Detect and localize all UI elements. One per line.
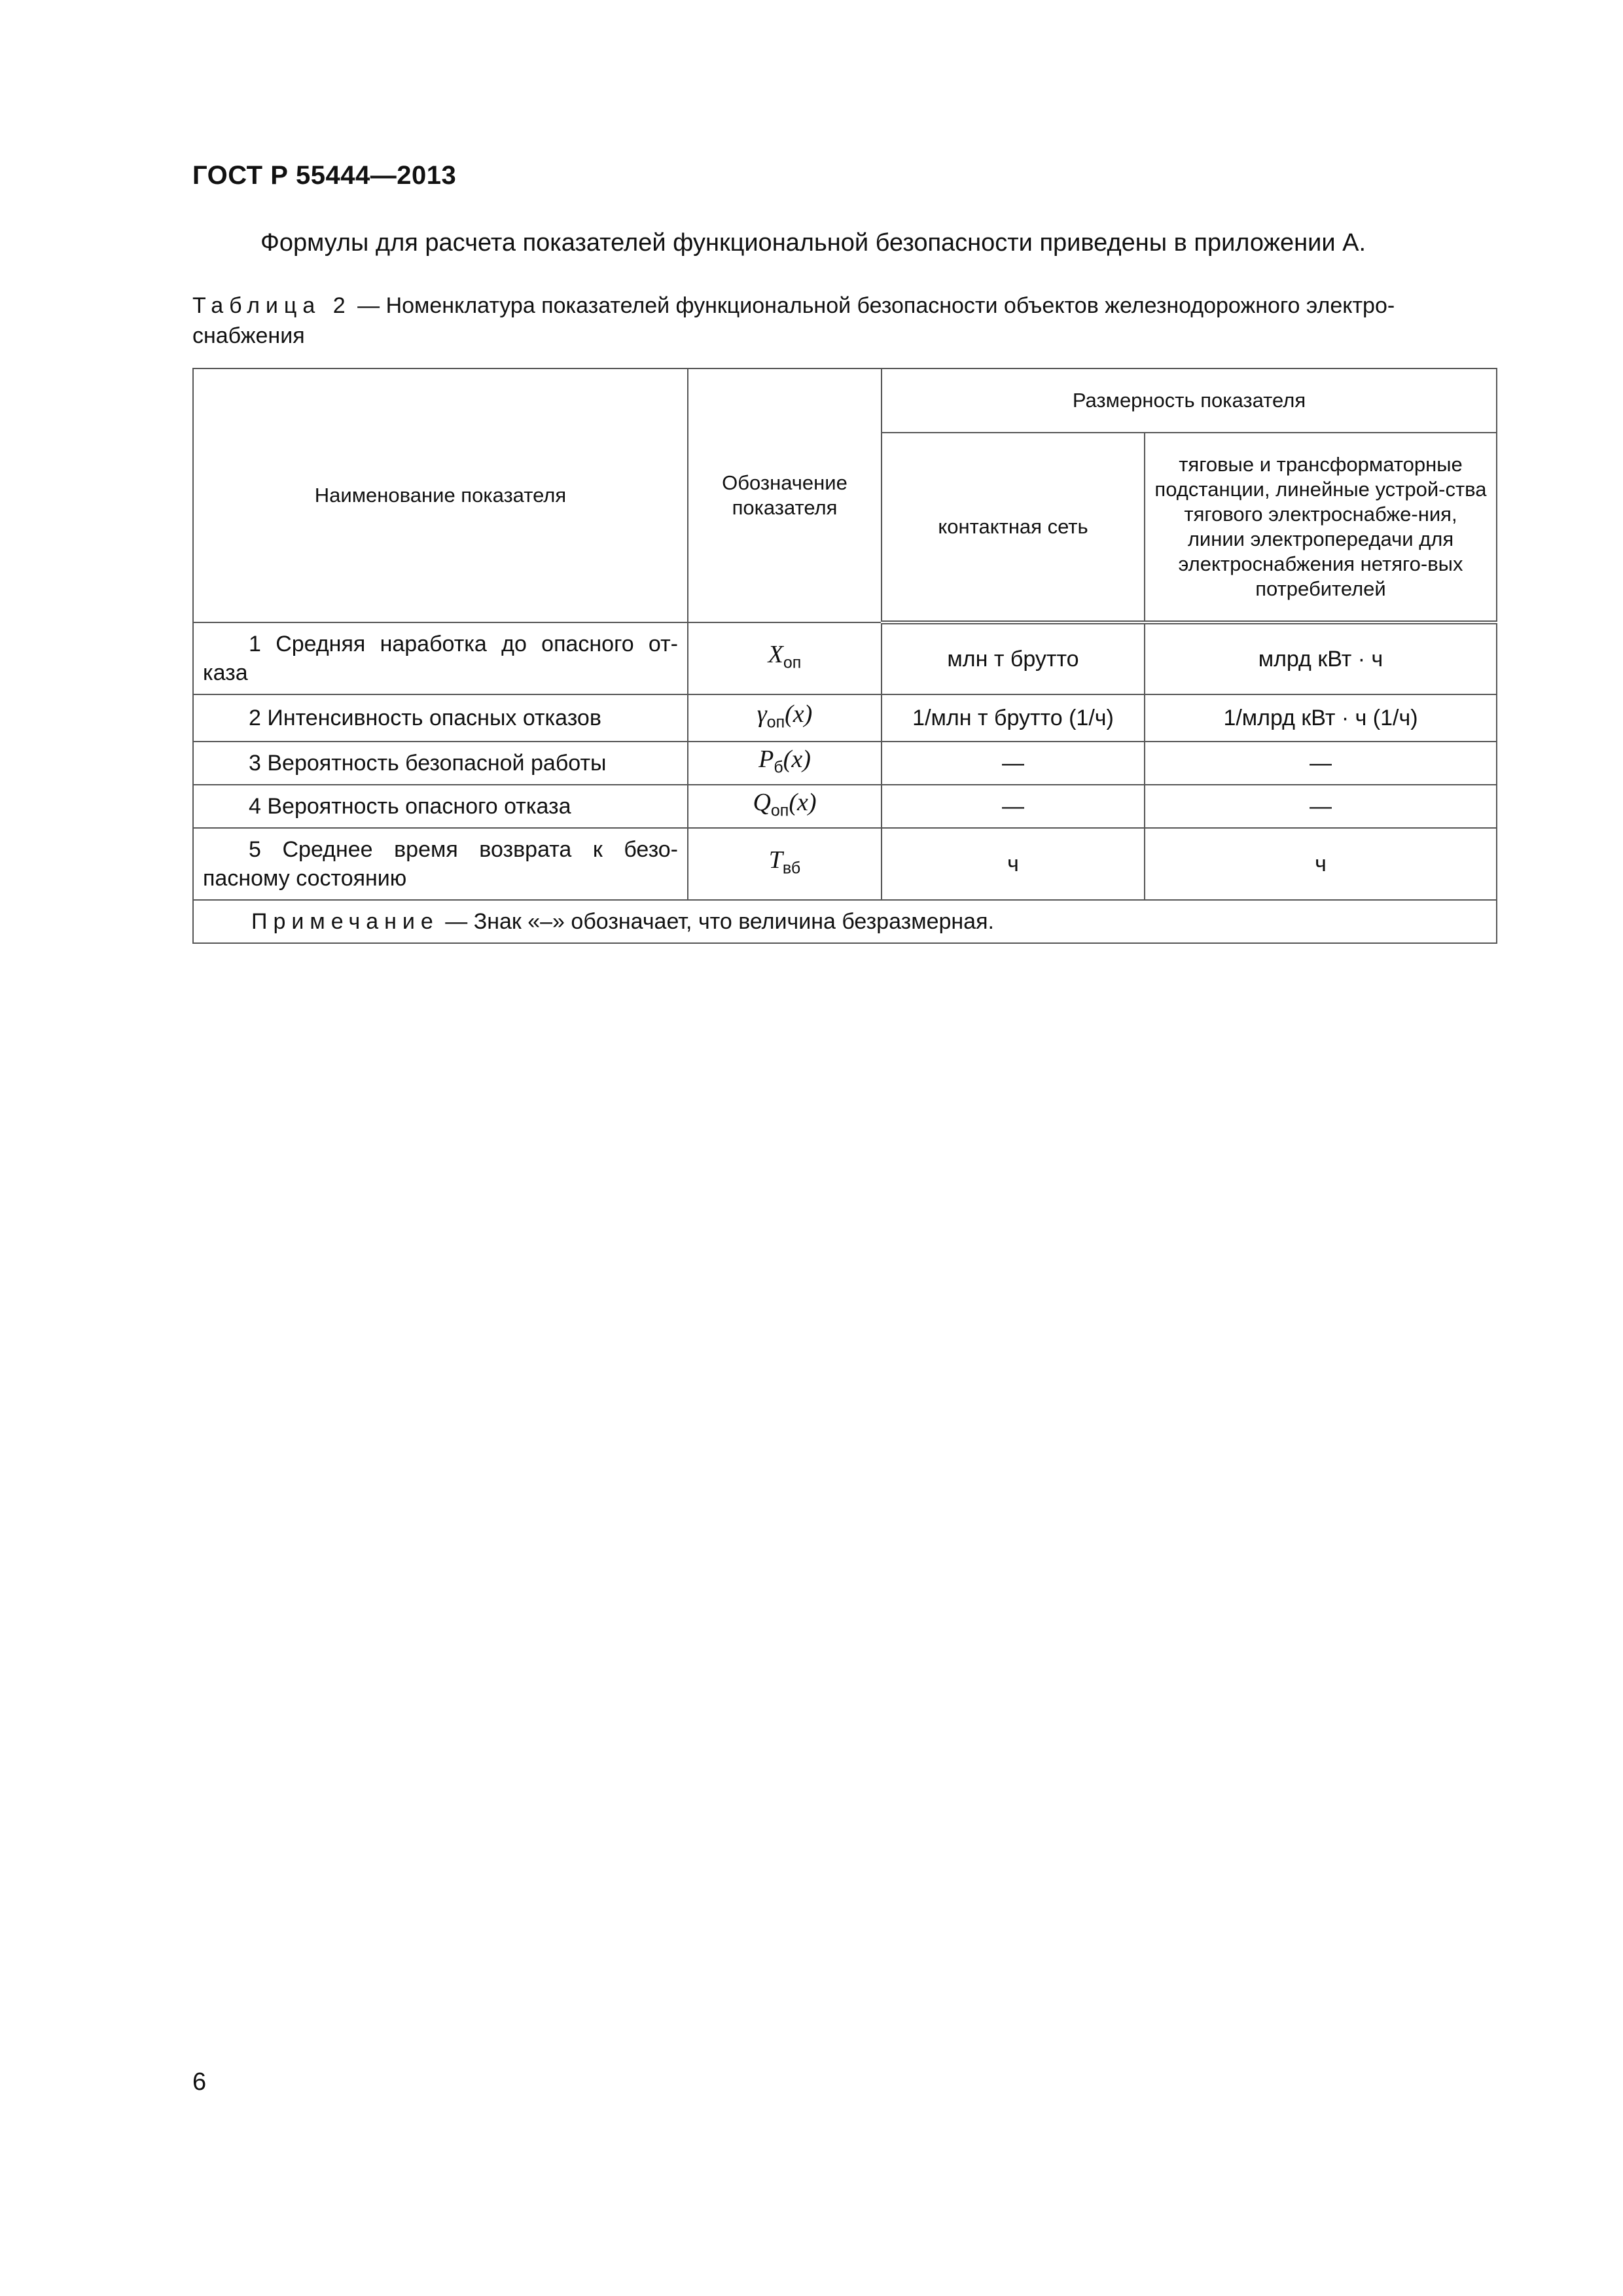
header-substations: тяговые и трансформаторные подстанции, линейные устрой-ства тягового электроснабже-ния, линии электропередачи для электроснабжения нетяго-вых потребителей <box>1145 433 1497 622</box>
note-label: Примечание <box>251 909 439 934</box>
indicator-label: Вероятность безопасной работы <box>267 751 607 776</box>
symbol-subscript: оп <box>770 801 789 820</box>
unit-substations: — <box>1145 785 1497 828</box>
symbol-base: P <box>758 745 774 773</box>
indicator-label: Интенсивность опасных отказов <box>267 706 601 730</box>
unit-substations: — <box>1145 742 1497 785</box>
symbol-argument: (x) <box>789 788 817 816</box>
symbol-subscript: оп <box>783 653 802 672</box>
unit-substations: млрд кВт · ч <box>1145 622 1497 694</box>
indicator-symbol <box>688 785 882 828</box>
symbol-argument: (x) <box>785 700 813 728</box>
table-row <box>193 622 1497 694</box>
indicator-number: 5 <box>249 837 261 862</box>
header-contact-network: контактная сеть <box>882 433 1145 622</box>
table-caption-text: — Номенклатура показателей функциональной безопасности объектов железнодорожного электро-снабжения <box>192 293 1395 348</box>
symbol-base: X <box>768 640 783 668</box>
symbol-subscript: оп <box>766 713 785 732</box>
unit-substations: ч <box>1145 828 1497 900</box>
indicators-table <box>192 368 1497 944</box>
indicator-name <box>193 785 688 828</box>
unit-contact-network: млн т брутто <box>882 622 1145 694</box>
indicator-name <box>193 694 688 742</box>
indicator-symbol <box>688 828 882 900</box>
table-row <box>193 742 1497 785</box>
indicator-number: 2 <box>249 706 261 730</box>
table-row <box>193 694 1497 742</box>
indicator-name <box>193 742 688 785</box>
standard-code: ГОСТ Р 55444—2013 <box>192 161 457 190</box>
table-caption <box>192 291 1501 351</box>
header-symbol: Обозначение показателя <box>688 368 882 622</box>
unit-contact-network: ч <box>882 828 1145 900</box>
unit-contact-network: — <box>882 742 1145 785</box>
symbol-subscript: б <box>774 758 783 777</box>
indicator-number: 4 <box>249 794 261 819</box>
table-note <box>193 900 1497 943</box>
indicator-number: 3 <box>249 751 261 776</box>
indicator-number: 1 <box>249 632 261 656</box>
header-name: Наименование показателя <box>193 368 688 622</box>
header-dimension: Размерность показателя <box>882 368 1497 433</box>
symbol-base: T <box>768 846 783 874</box>
indicator-symbol <box>688 742 882 785</box>
indicator-label: Вероятность опасного отказа <box>267 794 571 819</box>
note-text: — Знак «–» обозначает, что величина безразмерная. <box>438 909 994 934</box>
indicator-label: Среднее время возврата к безо-пасному состоянию <box>203 837 679 891</box>
indicator-symbol <box>688 694 882 742</box>
symbol-subscript: вб <box>782 859 801 878</box>
page-number: 6 <box>192 2068 207 2096</box>
unit-contact-network: — <box>882 785 1145 828</box>
unit-contact-network: 1/млн т брутто (1/ч) <box>882 694 1145 742</box>
symbol-argument: (x) <box>783 745 811 773</box>
table-caption-label: Таблица 2 <box>192 293 351 318</box>
symbol-base: γ <box>757 700 767 728</box>
unit-substations: 1/млрд кВт · ч (1/ч) <box>1145 694 1497 742</box>
intro-paragraph: Формулы для расчета показателей функциональной безопасности приведены в приложении А. <box>260 229 1366 257</box>
table-row <box>193 828 1497 900</box>
indicator-name <box>193 622 688 694</box>
indicator-label: Средняя наработка до опасного от-каза <box>203 632 678 685</box>
indicator-name <box>193 828 688 900</box>
symbol-base: Q <box>753 788 771 816</box>
table-row <box>193 785 1497 828</box>
indicator-symbol <box>688 622 882 694</box>
